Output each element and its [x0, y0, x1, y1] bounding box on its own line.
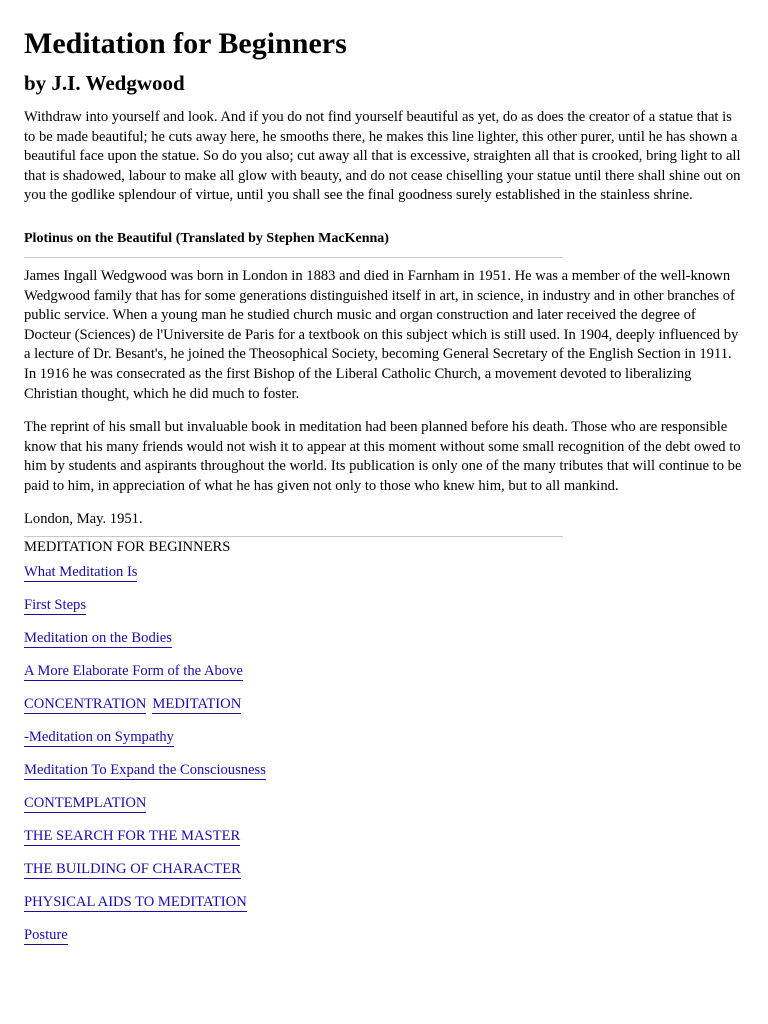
toc-item: [24, 860, 744, 893]
toc-link-meditation-on-sympathy[interactable]: -Meditation on Sympathy: [24, 728, 174, 745]
toc-item: [24, 662, 744, 695]
biography-paragraph: James Ingall Wedgwood was born in London in 1883 and died in Farnham in 1951. He was a member of the well-known Wedgwood family that has for some generations distinguished itself in art, in science, in industry and in other branches of public service. When a young man he studied church music and organ construction and later received the degree of Docteur (Sciences) de l'Universite de Paris for a textbook on this subject which is still used. In 1904, deeply influenced by a lecture of Dr. Besant's, he joined the Theosophical Society, becoming General Secretary of the English Section in 1911. In 1916 he was consecrated as the first Bishop of the Liberal Catholic Church, a movement devoted to liberalizing Christian thought, which he did much to foster.: [24, 267, 739, 402]
toc-item: [24, 695, 744, 728]
toc-link-meditation[interactable]: MEDITATION: [152, 695, 242, 712]
toc-link-posture[interactable]: Posture: [24, 926, 68, 943]
toc-link-building-of-character[interactable]: THE BUILDING OF CHARACTER: [24, 860, 241, 877]
toc-link-contemplation[interactable]: CONTEMPLATION: [24, 794, 147, 811]
toc-link-search-for-master[interactable]: THE SEARCH FOR THE MASTER: [24, 827, 241, 844]
toc-item: [24, 926, 744, 959]
publication-note-paragraph: The reprint of his small but invaluable book in meditation had been planned before his death. Those who are responsible know that his many friends would not wish it to appear at this moment without some small recognition of the debt owed to him by students and aspirants throughout the world. Its publication is only one of the many tributes that will continue to be paid to him, in appreciation of what he has given not only to those who knew him, but to all mankind.: [24, 419, 742, 494]
table-of-contents: [24, 563, 744, 959]
toc-link-first-steps[interactable]: First Steps: [24, 596, 87, 613]
toc-item: [24, 596, 744, 629]
toc-link-elaborate-form[interactable]: A More Elaborate Form of the Above: [24, 662, 243, 679]
toc-link-meditation-on-the-bodies[interactable]: Meditation on the Bodies: [24, 629, 172, 646]
toc-link-what-meditation-is[interactable]: What Meditation Is: [24, 563, 138, 580]
toc-item: [24, 629, 744, 662]
divider: [24, 257, 563, 258]
author-line: by J.I. Wedgwood: [24, 71, 185, 95]
toc-item: [24, 794, 744, 827]
toc-item: [24, 761, 744, 794]
intro-quote: Withdraw into yourself and look. And if you do not find yourself beautiful as yet, do as does the creator of a statue that is to be made beautiful; he cuts away here, he smooths there, he makes this line lighter, this other purer, until he has shown a beautiful face upon the statue. So do you also; cut away all that is excessive, straighten all that is crooked, bring light to all that is shadowed, labour to make all glow with beauty, and do not cease chiselling your statue until there shall shine out on you the godlike splendour of virtue, until you shall see the final goodness surely established in the stainless shrine.: [24, 109, 741, 204]
toc-link-physical-aids[interactable]: PHYSICAL AIDS TO MEDITATION: [24, 893, 247, 910]
signoff-line: London, May. 1951.: [24, 510, 143, 527]
page-title: Meditation for Beginners: [24, 27, 347, 60]
toc-link-expand-consciousness[interactable]: Meditation To Expand the Consciousness: [24, 761, 266, 778]
toc-item: [24, 827, 744, 860]
toc-heading: MEDITATION FOR BEGINNERS: [24, 539, 231, 556]
toc-item: [24, 893, 744, 926]
divider: [24, 536, 563, 537]
toc-item: [24, 563, 744, 596]
toc-item: [24, 728, 744, 761]
quote-source: Plotinus on the Beautiful (Translated by Stephen MacKenna): [24, 230, 389, 246]
toc-link-concentration[interactable]: CONCENTRATION: [24, 695, 147, 712]
